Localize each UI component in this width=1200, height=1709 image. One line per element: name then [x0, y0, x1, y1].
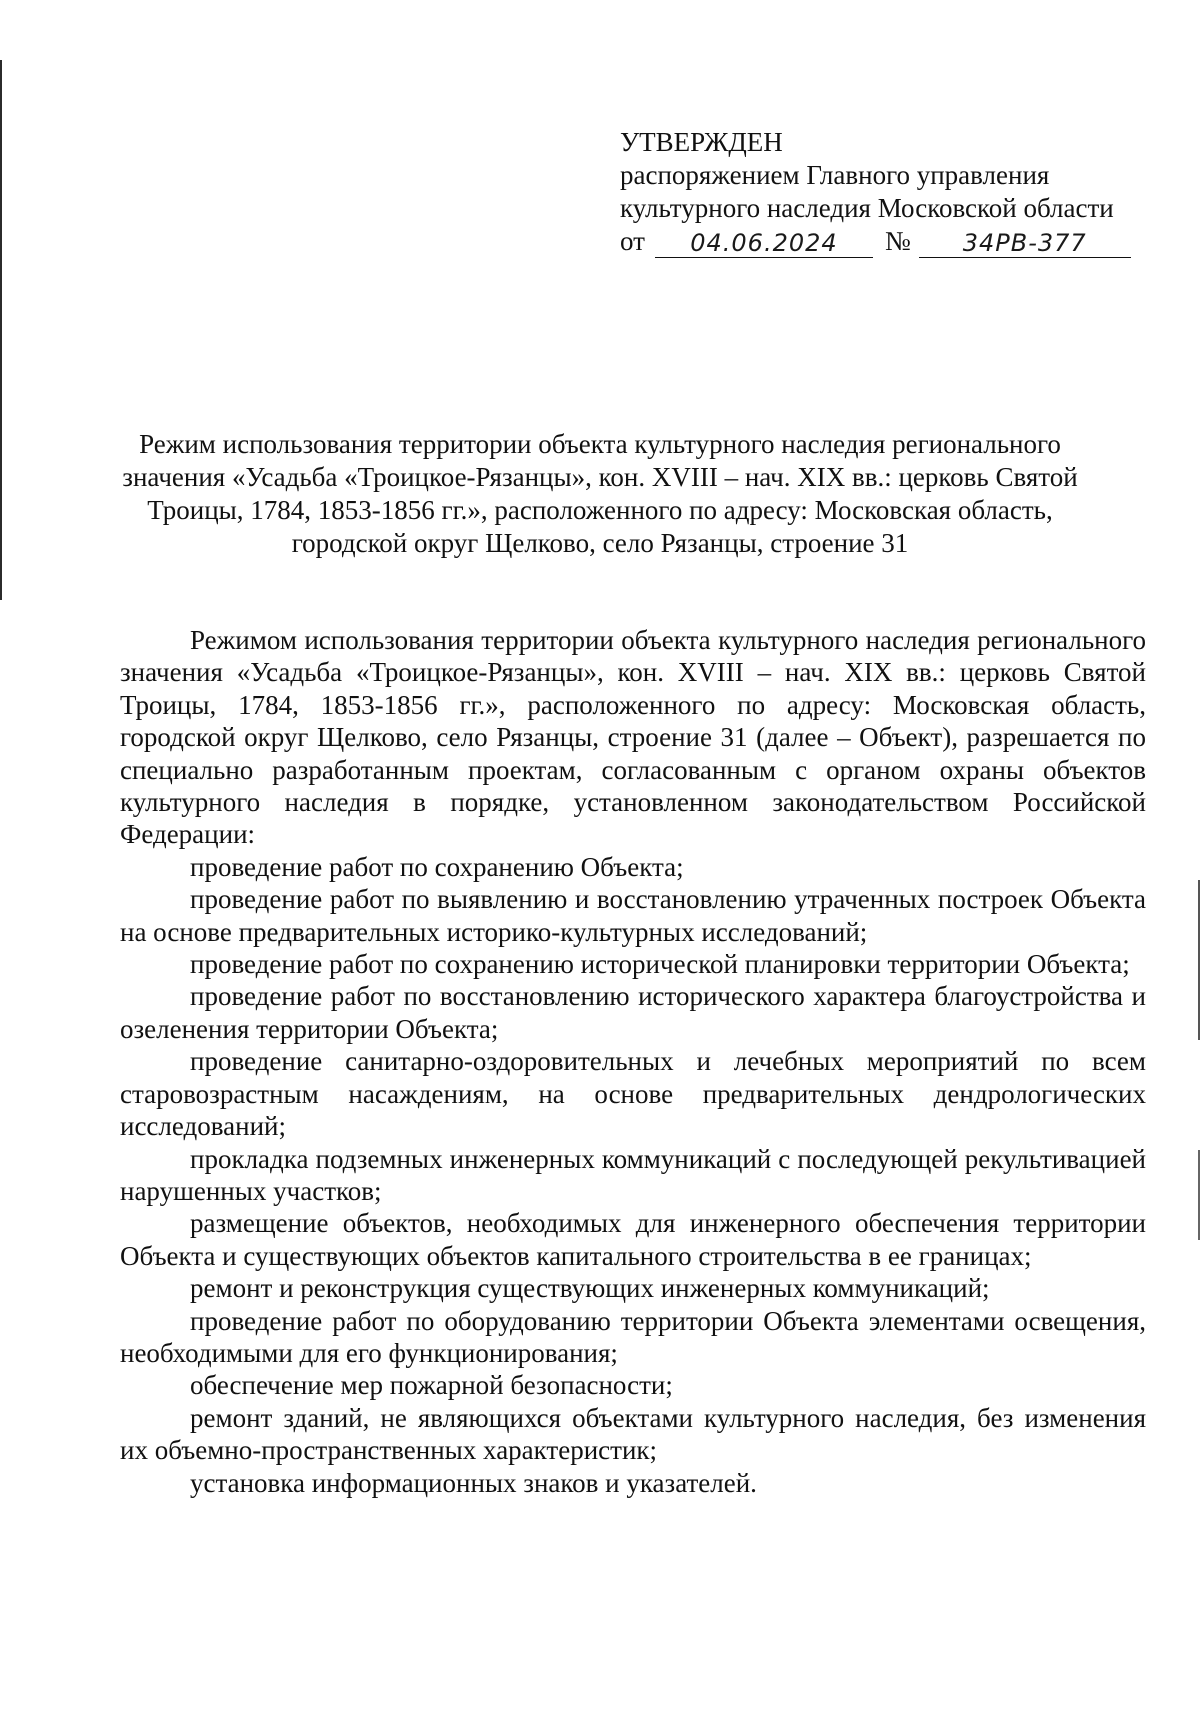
document-body — [120, 624, 1146, 1499]
list-item: ремонт зданий, не являющихся объектами культурного наследия, без изменения их объемно-пространственных характеристик; — [120, 1402, 1146, 1466]
list-item: проведение работ по сохранению исторической планировки территории Объекта; — [190, 949, 1130, 980]
scan-edge-left — [0, 60, 2, 600]
approval-block — [620, 126, 1180, 258]
list-item: проведение санитарно-оздоровительных и лечебных мероприятий по всем старовозрастным насаждениям, на основе предварительных дендрологических исследований; — [120, 1046, 1146, 1142]
intro-paragraph: Режимом использования территории объекта культурного наследия регионального значения «Усадьба «Троицкое-Рязанцы», кон. XVIII – нач. XIX вв.: церковь Святой Троицы, 1784, 1853-1856 гг.», расположенного по адресу: Московская область, городской округ Щелково, село Рязанцы, строение 31 (далее – Объект), разрешается по специально разработанным проектам, согласованным с органом охраны объектов культурного наследия в порядке, установленном законодательством Российской Федерации: — [120, 625, 1146, 850]
list-item: проведение работ по оборудованию территории Объекта элементами освещения, необходимыми для его функционирования; — [120, 1305, 1146, 1368]
number-label: № — [884, 226, 911, 256]
approval-heading: УТВЕРЖДЕН — [620, 127, 783, 157]
list-item: проведение работ по сохранению Объекта; — [190, 851, 684, 882]
list-item: размещение объектов, необходимых для инженерного обеспечения территории Объекта и существующих объектов капитального строительства в ее границах; — [120, 1208, 1146, 1271]
list-item: обеспечение мер пожарной безопасности; — [190, 1370, 673, 1401]
approval-line-2: культурного наследия Московской области — [620, 193, 1114, 223]
approval-line-1: распоряжением Главного управления — [620, 160, 1050, 190]
list-item: прокладка подземных инженерных коммуникаций с последующей рекультивацией нарушенных участков; — [120, 1143, 1146, 1206]
list-item: установка информационных знаков и указателей. — [190, 1467, 757, 1498]
list-item: ремонт и реконструкция существующих инженерных коммуникаций; — [190, 1273, 990, 1304]
list-item: проведение работ по восстановлению исторического характера благоустройства и озеленения территории Объекта; — [120, 981, 1146, 1044]
document-title: Режим использования территории объекта культурного наследия регионального значения «Усадьба «Троицкое-Рязанцы», кон. XVIII – нач. XIX вв.: церковь Святой Троицы, 1784, 1853-1856 гг.», расположенного по адресу: Московская область, городской округ Щелково, село Рязанцы, строение 31 — [122, 429, 1078, 558]
handwritten-number: 34РВ-377 — [919, 229, 1131, 258]
from-label: от — [620, 226, 645, 256]
list-item: проведение работ по выявлению и восстановлению утраченных построек Объекта на основе предварительных историко-культурных исследований; — [120, 884, 1146, 947]
handwritten-date: 04.06.2024 — [655, 229, 873, 258]
approval-date-number-line — [620, 225, 1180, 258]
